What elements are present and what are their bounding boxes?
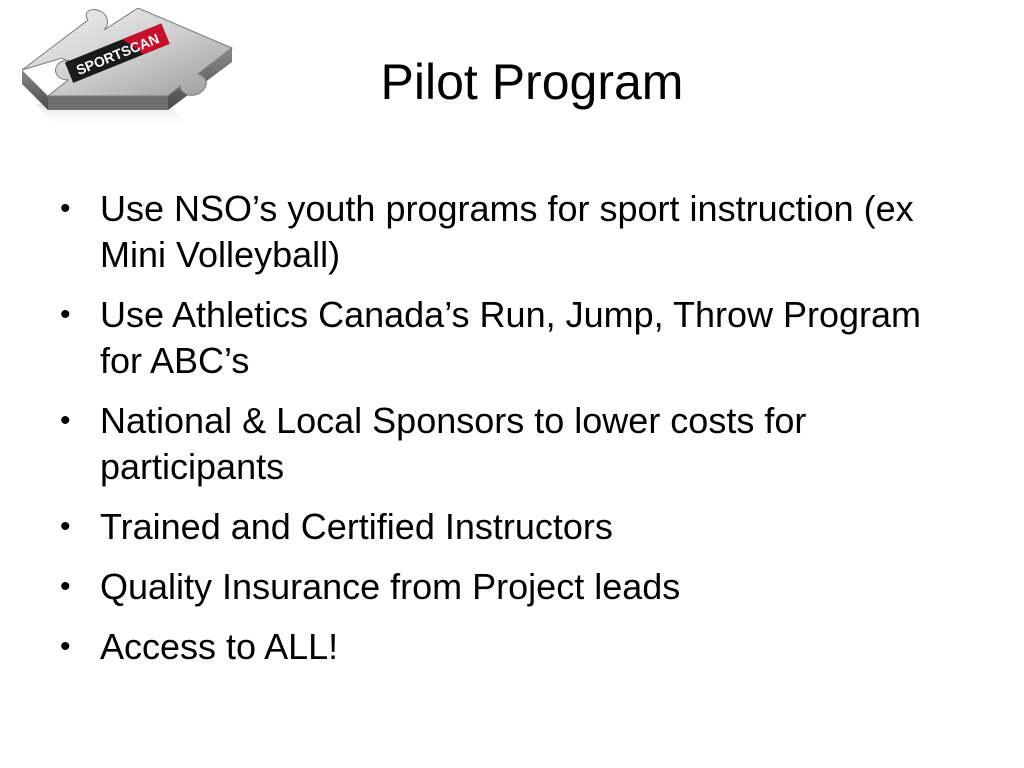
bullet-icon: •	[60, 510, 71, 543]
bullet-item	[60, 292, 960, 384]
bullet-item	[60, 624, 960, 670]
bullet-icon: •	[60, 298, 71, 331]
bullet-icon: •	[60, 404, 71, 437]
bullet-text: Quality Insurance from Project leads	[100, 566, 681, 607]
page-title: Pilot Program	[380, 54, 684, 110]
logo-text: SPORTSCAN	[73, 30, 162, 79]
bullet-list	[60, 186, 960, 684]
bullet-item	[60, 186, 960, 278]
bullet-text: Use NSO’s youth programs for sport instruction (ex Mini Volleyball)	[100, 188, 914, 275]
bullet-icon: •	[60, 192, 71, 225]
bullet-item	[60, 504, 960, 550]
bullet-icon: •	[60, 630, 71, 663]
bullet-text: Trained and Certified Instructors	[100, 506, 613, 547]
bullet-icon: •	[60, 570, 71, 603]
bullet-item	[60, 564, 960, 610]
bullet-text: National & Local Sponsors to lower costs for participants	[100, 400, 807, 487]
bullet-item	[60, 398, 960, 490]
bullet-text: Access to ALL!	[100, 626, 339, 667]
bullet-text: Use Athletics Canada’s Run, Jump, Throw Program for ABC’s	[100, 294, 922, 381]
